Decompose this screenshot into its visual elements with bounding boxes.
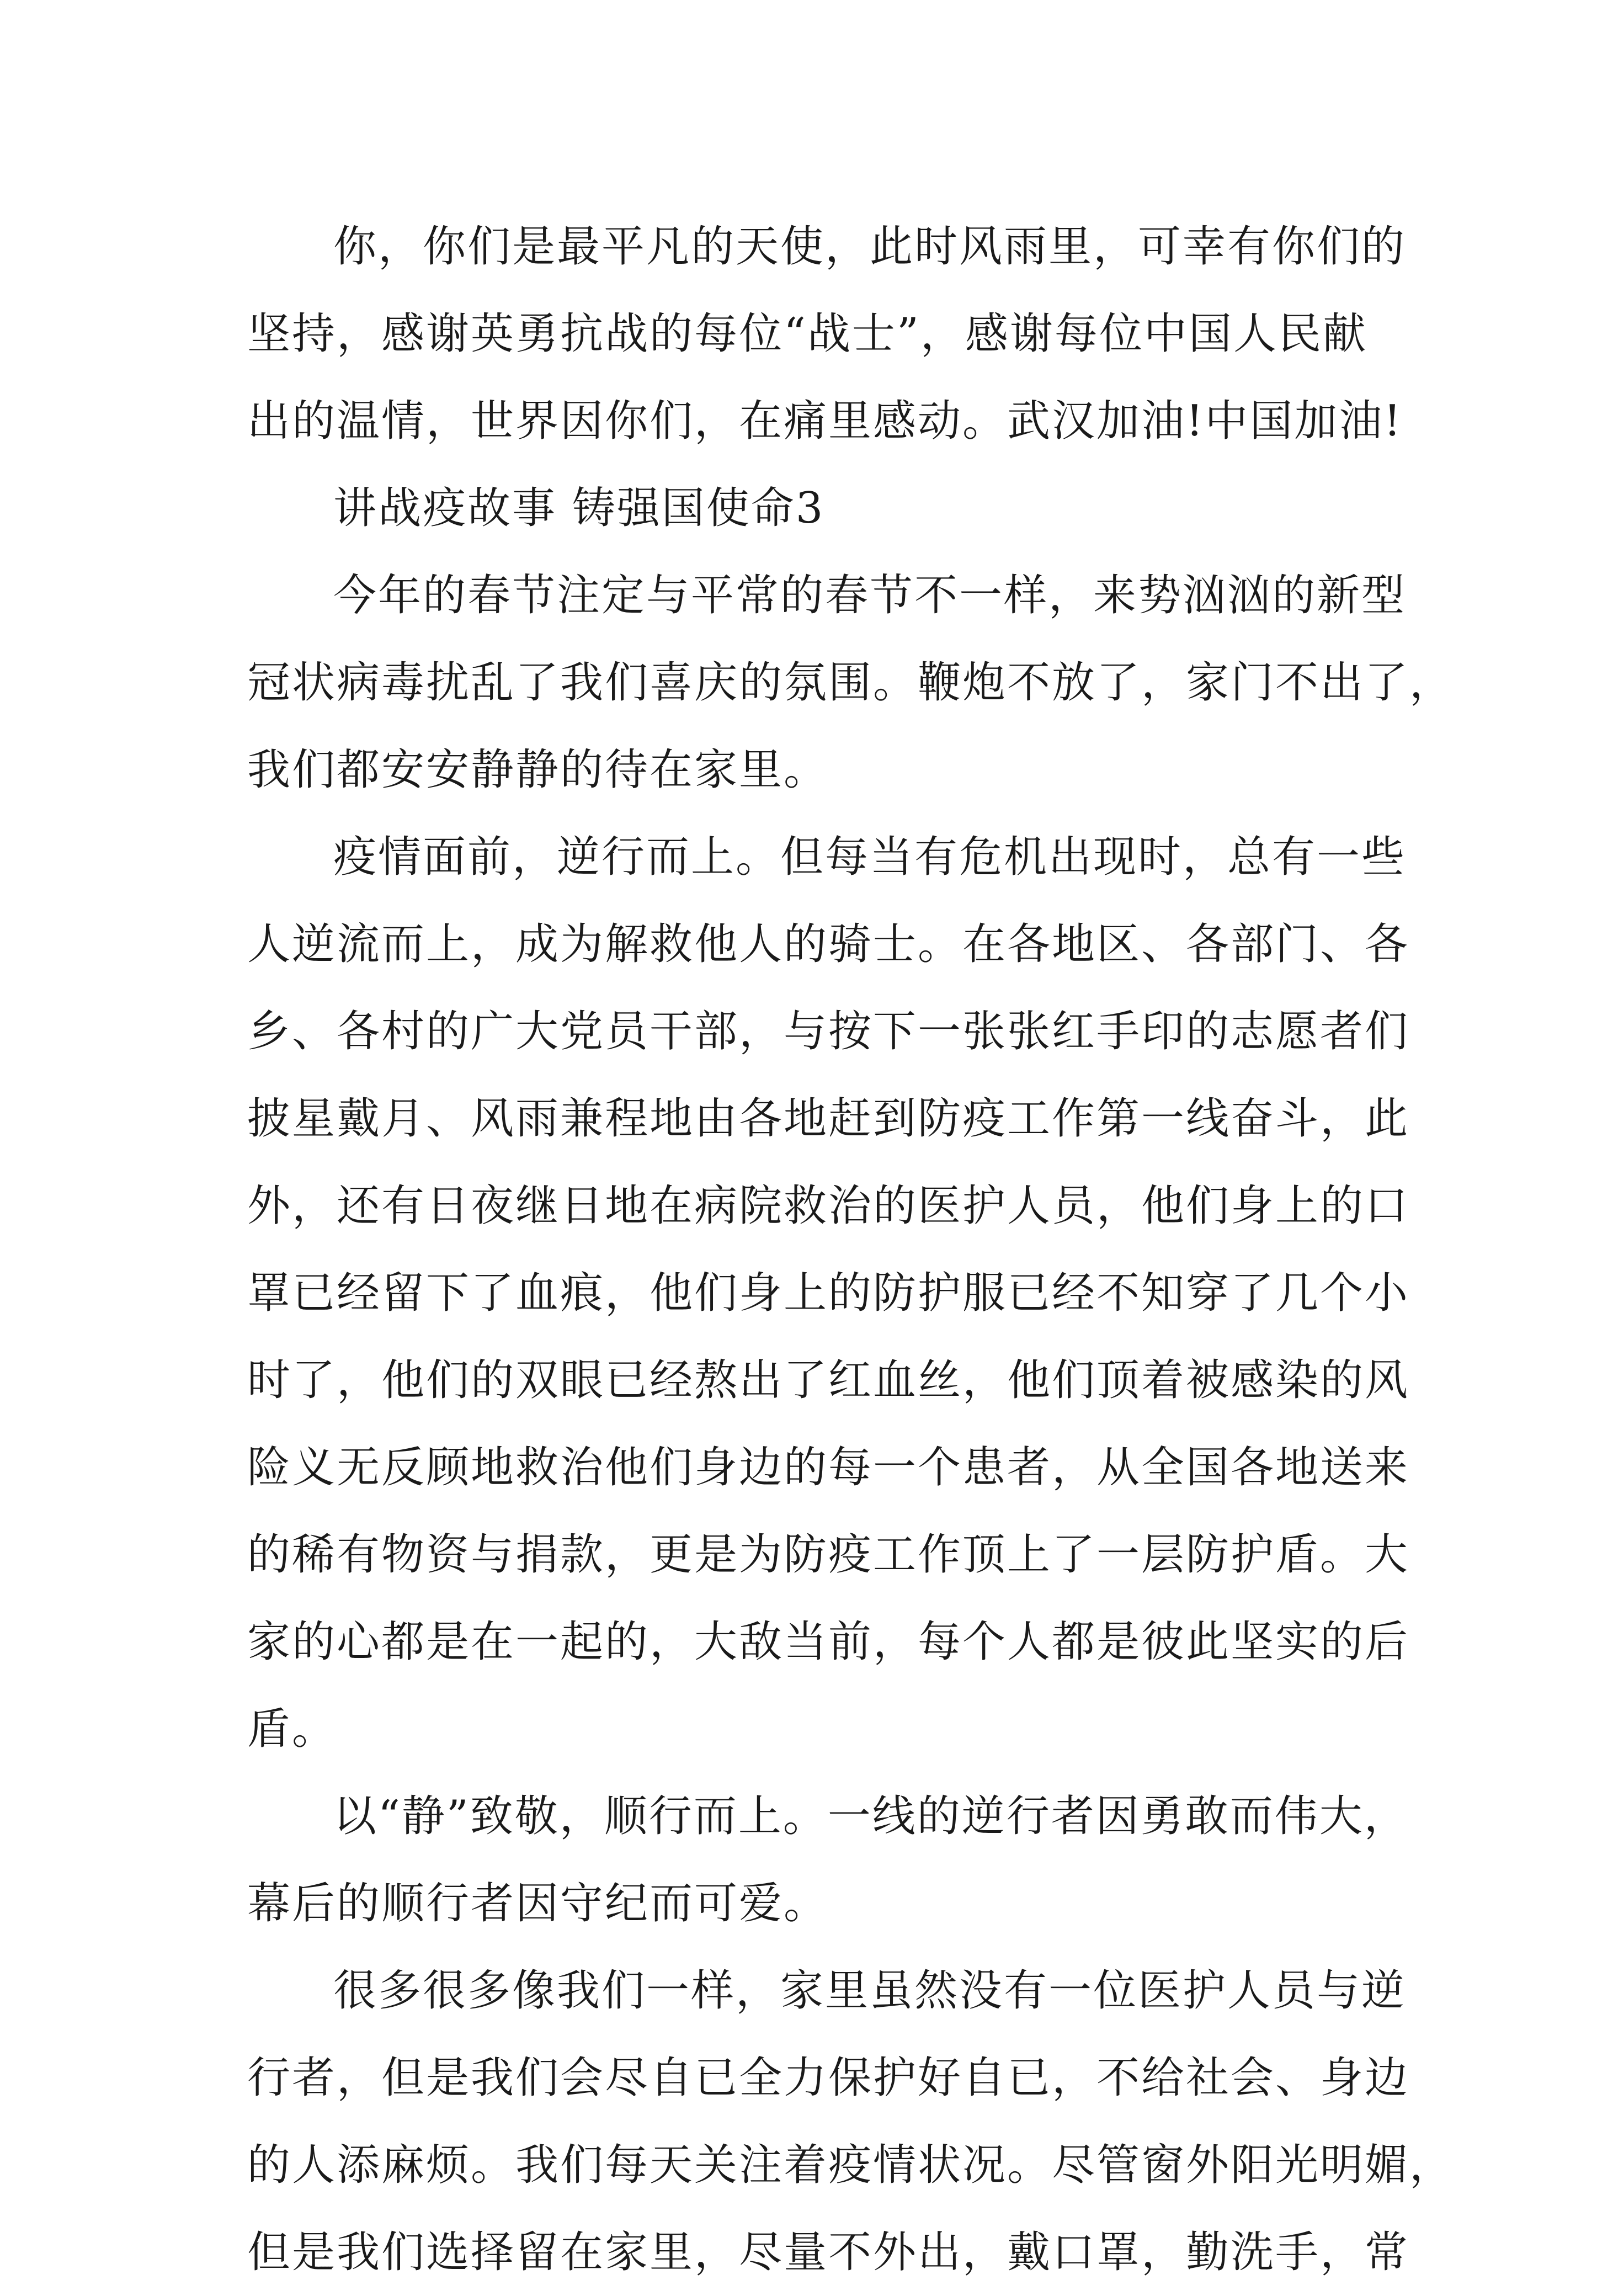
text-line: 行者，但是我们会尽自已全力保护好自已，不给社会、身边 <box>247 2053 1410 2103</box>
text-line: 的稀有物资与捐款，更是为防疫工作顶上了一层防护盾。大 <box>247 1530 1410 1580</box>
text-line: 以“静”致敬，顺行而上。一线的逆行者因勇敢而伟大， <box>333 1792 1409 1841</box>
text-line: 冠状病毒扰乱了我们喜庆的氛围。鞭炮不放了，家门不出了， <box>247 658 1455 708</box>
text-line: 但是我们选择留在家里，尽量不外出，戴口罩，勤洗手，常 <box>247 2228 1410 2277</box>
text-line: 今年的春节注定与平常的春节不一样，来势汹汹的新型 <box>333 571 1407 620</box>
text-line: 外，还有日夜继日地在病院救治的医护人员，他们身上的口 <box>247 1181 1410 1231</box>
text-line: 幕后的顺行者因守纪而可爱。 <box>247 1879 829 1928</box>
text-line: 出的温情，世界因你们，在痛里感动。武汉加油!中国加油! <box>247 396 1403 446</box>
text-line: 罩已经留下了血痕，他们身上的防护服已经不知穿了几个小 <box>247 1268 1410 1318</box>
text-line: 披星戴月、风雨兼程地由各地赶到防疫工作第一线奋斗，此 <box>247 1094 1410 1144</box>
text-line: 盾。 <box>247 1704 337 1754</box>
text-line: 乡、各村的广大党员干部，与按下一张张红手印的志愿者们 <box>247 1007 1410 1056</box>
text-line: 人逆流而上，成为解救他人的骑士。在各地区、各部门、各 <box>247 920 1410 969</box>
document-body <box>247 203 1455 2296</box>
text-line: 疫情面前，逆行而上。但每当有危机出现时，总有一些 <box>333 832 1407 882</box>
text-line: 家的心都是在一起的，大敌当前，每个人都是彼此坚实的后 <box>247 1617 1410 1667</box>
text-line: 你，你们是最平凡的天使，此时风雨里，可幸有你们的 <box>333 222 1407 272</box>
text-line: 坚持，感谢英勇抗战的每位“战士”，感谢每位中国人民献 <box>247 309 1367 359</box>
text-line: 的人添麻烦。我们每天关注着疫情状况。尽管窗外阳光明媚， <box>247 2140 1455 2190</box>
text-line: 险义无反顾地救治他们身边的每一个患者，从全国各地送来 <box>247 1443 1410 1492</box>
text-line: 我们都安安静静的待在家里。 <box>247 745 829 795</box>
text-line: 时了，他们的双眼已经熬出了红血丝，他们顶着被感染的风 <box>247 1356 1410 1405</box>
text-line: 很多很多像我们一样，家里虽然没有一位医护人员与逆 <box>333 1966 1407 2016</box>
section-heading: 讲战疫故事 铸强国使命3 <box>333 483 825 533</box>
